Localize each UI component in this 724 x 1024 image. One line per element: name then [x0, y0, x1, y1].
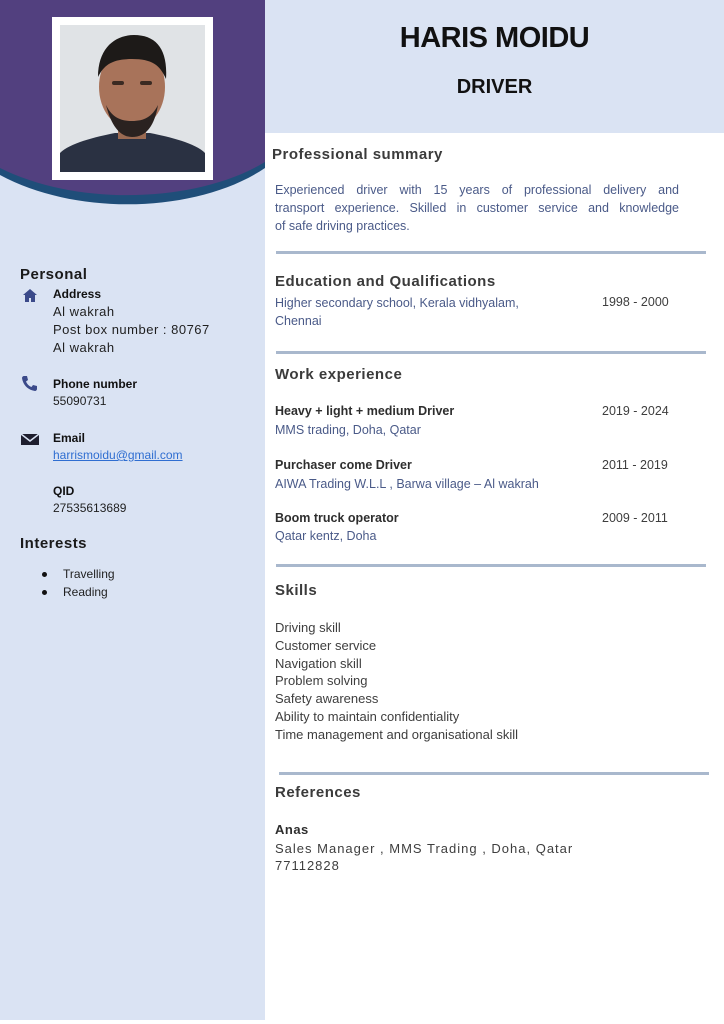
education-title: Education and Qualifications [275, 273, 496, 290]
education-dates: 1998 - 2000 [602, 295, 669, 309]
education-school: Higher secondary school, Kerala vidhyalam, Chennai [275, 296, 519, 328]
references-title: References [275, 784, 361, 801]
profile-photo-frame [52, 17, 213, 180]
list-item: Time management and organisational skill [275, 726, 519, 742]
job-dates: 2009 - 2011 [602, 511, 668, 525]
summary-text: Experienced driver with 15 years of professional delivery and transport experience. Skilled in customer service and knowledge of safe driving practices. [275, 183, 679, 233]
reference-position: Sales Manager , MMS Trading , Doha, Qatar [275, 841, 574, 856]
section-divider [276, 251, 706, 254]
qid-label: QID [53, 484, 75, 498]
mail-icon [20, 431, 40, 449]
bullet-icon [42, 572, 47, 577]
list-item: Travelling [40, 565, 115, 583]
address-line-2: Post box number : 80767 [53, 322, 210, 337]
reference-phone: 77112828 [275, 858, 340, 873]
skills-list [275, 619, 518, 744]
address-line-1: Al wakrah [53, 304, 115, 319]
interests-list [40, 565, 115, 601]
section-divider [279, 772, 709, 775]
interests-title: Interests [20, 535, 88, 552]
email-label: Email [53, 431, 86, 445]
job-place: Qatar kentz, Doha [275, 529, 377, 543]
job-title: Boom truck operator [275, 511, 399, 525]
header [265, 0, 724, 133]
skills-title: Skills [275, 582, 318, 599]
phone-icon [20, 374, 40, 392]
phone-label: Phone number [53, 377, 138, 391]
list-item: Navigation skill [275, 655, 362, 671]
bullet-icon [42, 590, 47, 595]
home-icon [20, 287, 40, 305]
job-dates: 2011 - 2019 [602, 458, 668, 472]
phone-value: 55090731 [53, 394, 107, 408]
candidate-role: DRIVER [456, 76, 533, 98]
address-line-3: Al wakrah [53, 340, 115, 355]
qid-value: 27535613689 [53, 501, 127, 515]
reference-name: Anas [275, 822, 309, 837]
list-item: Problem solving [275, 673, 368, 689]
list-item: Driving skill [275, 620, 341, 635]
list-item: Customer service [275, 637, 377, 653]
section-divider [276, 564, 706, 567]
job-title: Purchaser come Driver [275, 458, 412, 472]
profile-photo [60, 25, 205, 172]
email-link[interactable]: harrismoidu@gmail.com [53, 448, 183, 462]
section-divider [276, 351, 706, 354]
summary-title: Professional summary [272, 146, 443, 163]
candidate-name: HARIS MOIDU [399, 22, 590, 54]
list-item: Reading [40, 583, 115, 601]
job-dates: 2019 - 2024 [602, 404, 669, 418]
job-place: AIWA Trading W.L.L , Barwa village – Al wakrah [275, 477, 539, 491]
personal-title: Personal [20, 266, 88, 283]
list-item: Safety awareness [275, 691, 379, 707]
list-item: Ability to maintain confidentiality [275, 708, 460, 724]
work-title: Work experience [275, 366, 403, 383]
sidebar [0, 0, 265, 1020]
job-place: MMS trading, Doha, Qatar [275, 423, 421, 437]
address-label: Address [53, 287, 102, 301]
job-title: Heavy + light + medium Driver [275, 404, 455, 418]
